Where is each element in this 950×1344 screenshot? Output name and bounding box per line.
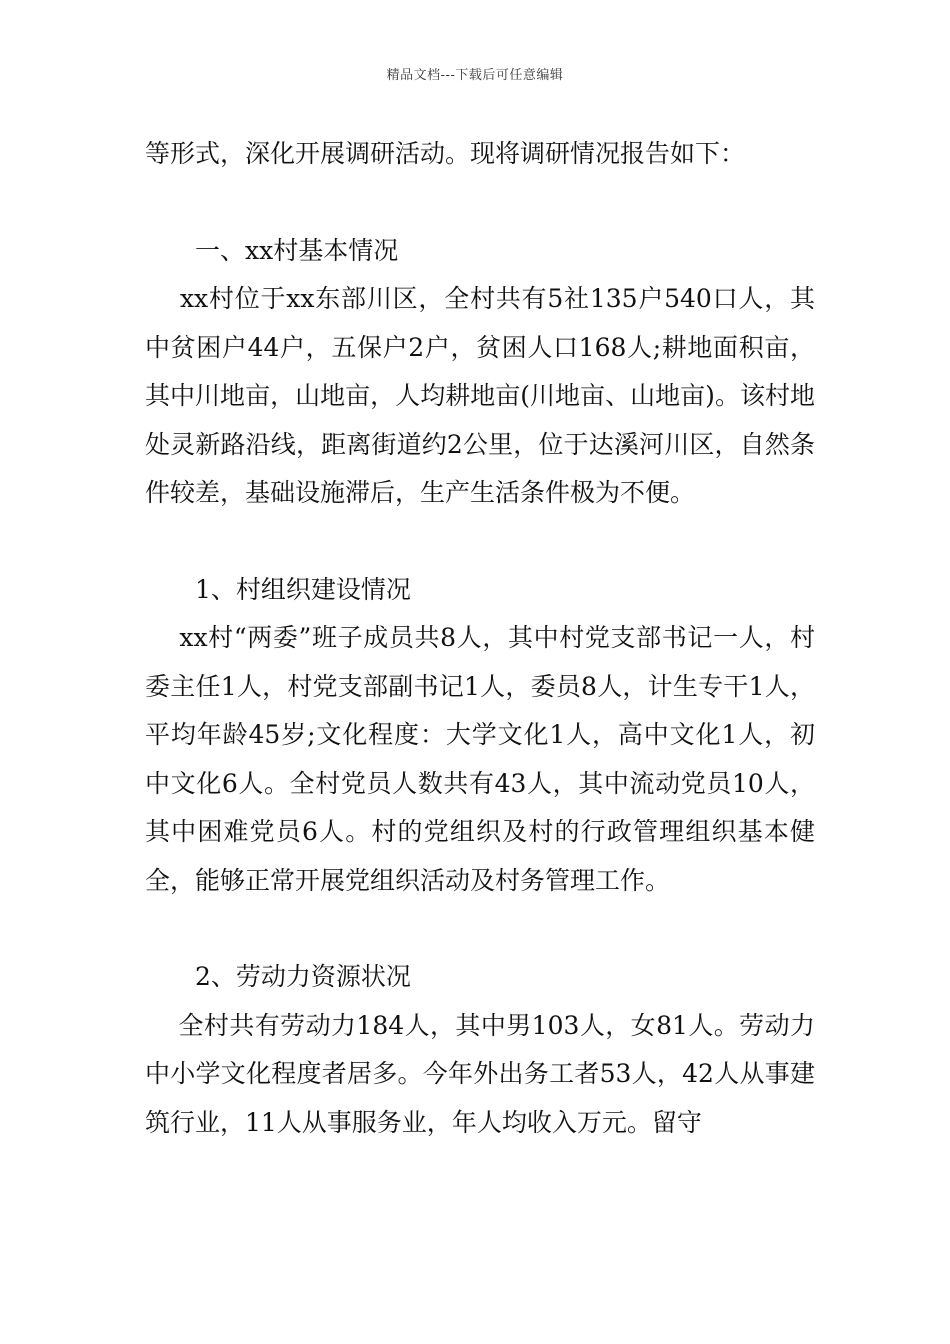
section-heading: 2、劳动力资源状况 [195,962,411,991]
spacer [145,905,815,953]
intro-paragraph: 等形式，深化开展调研活动。现将调研情况报告如下： [145,139,746,168]
section-paragraph: 全村共有劳动力184人，其中男103人，女81人。劳动力中小学文化程度者居多。今年外出务工者53人，42人从事建筑行业，11人从事服务业，年人均收入万元。留守 [145,1010,816,1137]
document-body [145,130,815,1147]
spacer [145,518,815,566]
section-heading: 1、村组织建设情况 [195,574,411,604]
page-header: 精品文档---下载后可任意编辑 [386,68,564,83]
spacer [145,179,815,227]
section-paragraph: xx村位于xx东部川区，全村共有5社135户540口人，其中贫困户44户，五保户2户，贫困人口168人;耕地面积亩，其中川地亩，山地亩，人均耕地亩(川地亩、山地亩)。该村地处灵新路沿线，距离街道约2公里，位于达溪河川区，自然条件较差，基础设施滞后，生产生活条件极为不便。 [145,284,815,507]
section-heading: 一、xx村基本情况 [195,235,399,265]
section-paragraph: xx村“两委”班子成员共8人，其中村党支部书记一人，村委主任1人，村党支部副书记1人，委员8人，计生专干1人，平均年龄45岁;文化程度：大学文化1人，高中文化1人，初中文化6人。全村党员人数共有43人，其中流动党员10人，其中困难党员6人。村的党组织及村的行政管理组织基本健全，能够正常开展党组织活动及村务管理工作。 [145,623,815,895]
